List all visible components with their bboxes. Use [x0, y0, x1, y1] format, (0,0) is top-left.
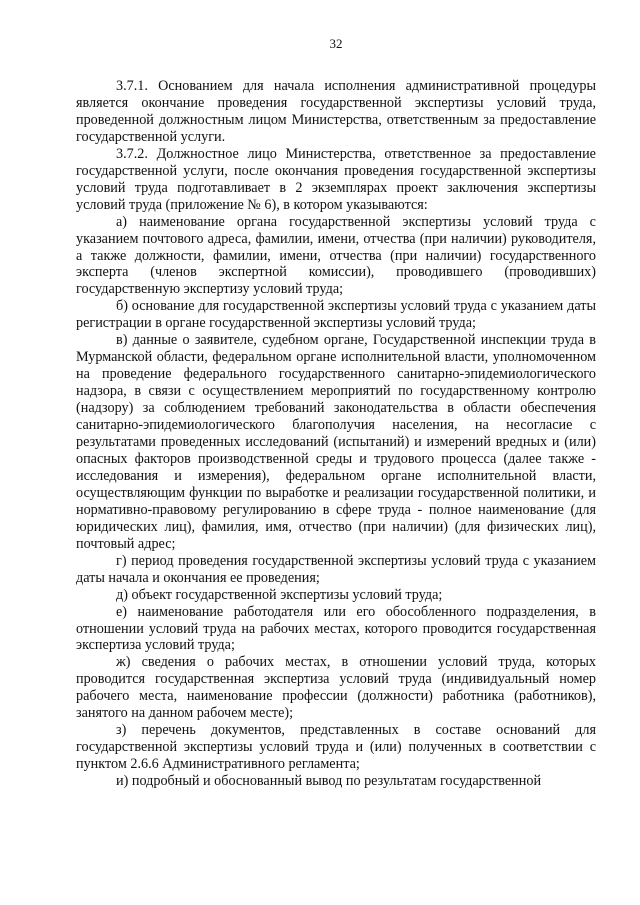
list-item-a: а) наименование органа государственной экспертизы условий труда с указанием почтового адреса, фамилии, имени, отчества (при наличии) руководителя, а также должности, фамилии, имени, отчества (при наличии) государственного эксперта (членов экспертной комиссии), проводившего (проводивших) государственную экспертизу условий труда; — [76, 213, 596, 298]
paragraph-3-7-1: 3.7.1. Основанием для начала исполнения административной процедуры является окончание проведения государственной экспертизы условий труда, проведенной должностным лицом Министерства, ответственным за предоставление государственной услуги. — [76, 78, 596, 145]
page-number: 32 — [329, 36, 343, 51]
list-item-i: и) подробный и обоснованный вывод по результатам государственной — [116, 773, 542, 790]
list-item-g: г) период проведения государственной экспертизы условий труда с указанием даты начала и окончания ее проведения; — [76, 552, 596, 586]
list-item-d: д) объект государственной экспертизы условий труда; — [116, 586, 443, 603]
list-item-b: б) основание для государственной экспертизы условий труда с указанием даты регистрации в органе государственной экспертизы условий труда; — [76, 298, 596, 332]
list-item-v: в) данные о заявителе, судебном органе, Государственной инспекции труда в Мурманской области, федеральном органе исполнительной власти, уполномоченном на проведение федерального государственного санитарно-эпидемиологического надзора, в связи с осуществлением мероприятий по государственному контролю (надзору) за соблюдением требований законодательства в области обеспечения санитарно-эпидемиологического благополучия населения, на несогласие с результатами проведенных исследований (испытаний) и измерений вредных и (или) опасных факторов производственной среды и трудового процесса (далее также - исследования и измерения), федеральном органе исполнительной власти, осуществляющим функции по выработке и реализации государственной политики, и нормативно-правовому регулированию в сфере труда - полное наименование (для юридических лиц), фамилия, имя, отчество (при наличии) (для физических лиц), почтовый адрес; — [76, 332, 596, 552]
document-body — [76, 78, 596, 790]
list-item-z: з) перечень документов, представленных в составе оснований для государственной экспертизы условий труда и (или) полученных в соответствии с пунктом 2.6.6 Административного регламента; — [76, 722, 596, 773]
list-item-zh: ж) сведения о рабочих местах, в отношении условий труда, которых проводится государственная экспертиза условий труда (индивидуальный номер рабочего места, наименование профессии (должности) работника (работников), занятого на данном рабочем месте); — [76, 654, 596, 722]
list-item-e: е) наименование работодателя или его обособленного подразделения, в отношении условий труда на рабочих местах, которого проводится государственная экспертиза условий труда; — [76, 603, 596, 654]
paragraph-3-7-2: 3.7.2. Должностное лицо Министерства, ответственное за предоставление государственной услуги, после окончания проведения государственной экспертизы условий труда подготавливает в 2 экземплярах проект заключения экспертизы условий труда (приложение № 6), в котором указываются: — [76, 145, 596, 213]
